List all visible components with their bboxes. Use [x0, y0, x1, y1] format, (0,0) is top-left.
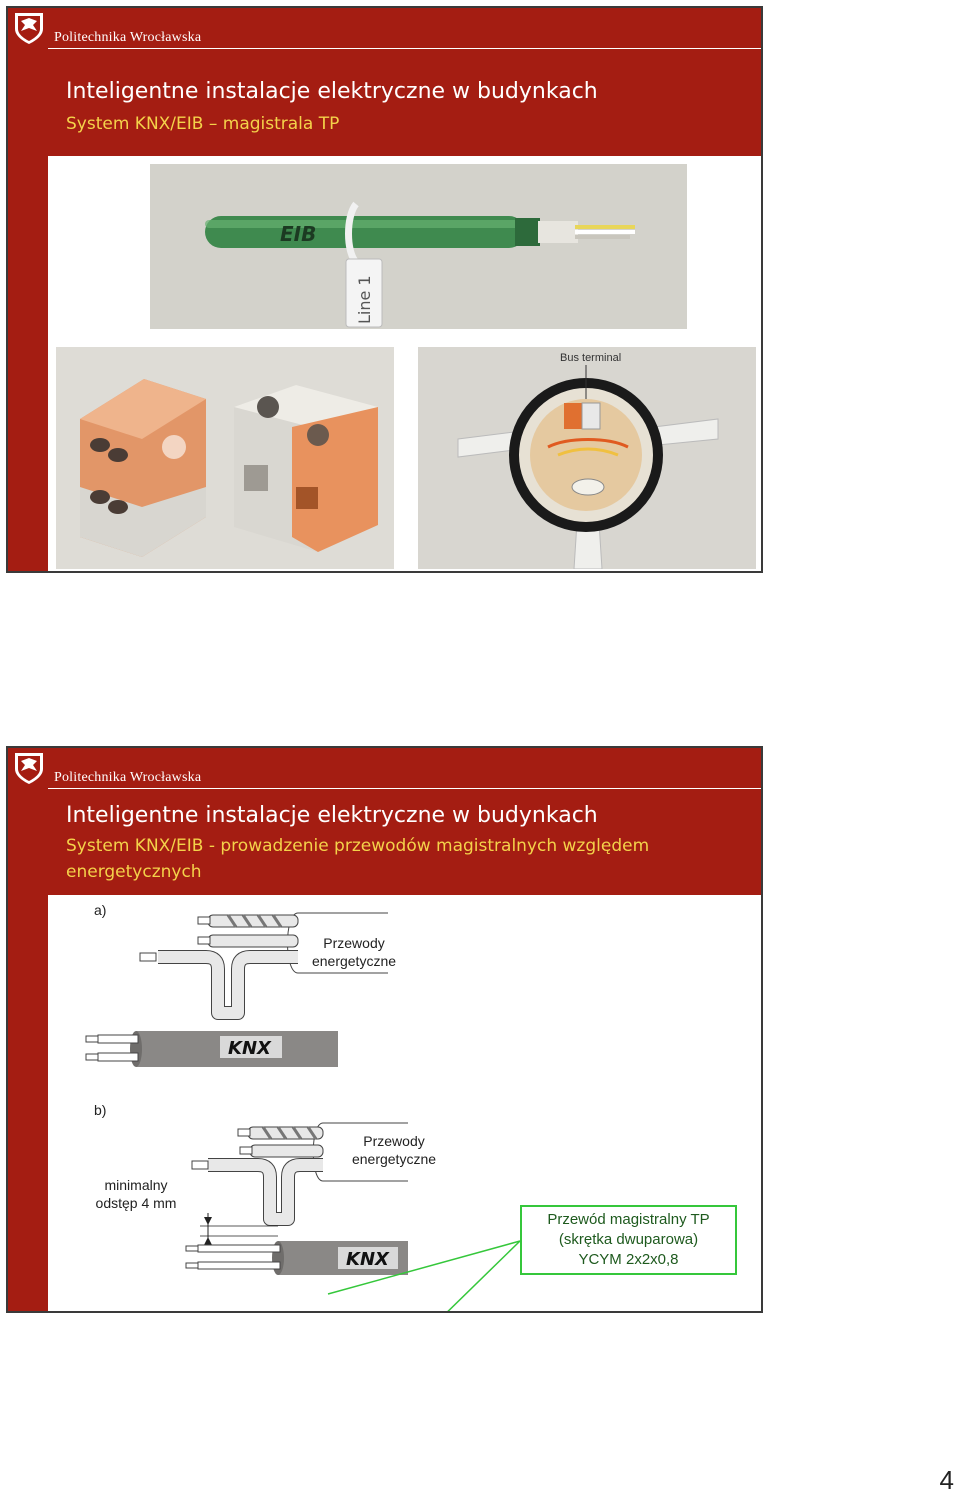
power-cables-label-a: Przewody energetyczne — [311, 935, 397, 969]
page-number: 4 — [939, 1465, 954, 1495]
slide-left-bar — [8, 8, 48, 571]
knx-logo-b: KNX — [346, 1249, 389, 1270]
slide-content — [48, 896, 761, 1311]
slide-subtitle: System KNX/EIB – magistrala TP — [66, 114, 340, 134]
bus-cable-note-1: Przewód magistralny TP — [547, 1211, 710, 1228]
bus-connector-photo — [56, 347, 394, 569]
bus-cable-note-3: YCYM 2x2x0,8 — [578, 1251, 679, 1268]
diagram-label-a: a) — [94, 902, 107, 918]
bus-terminal-photo — [418, 347, 756, 569]
slide-subtitle: System KNX/EIB - prowadzenie przewodów magistralnych względem energetycznych — [66, 836, 650, 882]
min-gap-label: minimalny odstęp 4 mm — [95, 1177, 177, 1211]
bus-cable-callout — [520, 1205, 737, 1275]
slide-content — [48, 156, 761, 571]
slide-1 — [6, 6, 763, 573]
knx-logo-a: KNX — [228, 1038, 271, 1059]
slide-left-bar — [8, 748, 48, 1311]
bus-terminal-caption: Bus terminal — [560, 352, 622, 364]
university-logo-icon — [12, 751, 46, 785]
power-cables-label-b: Przewody energetyczne — [351, 1133, 437, 1167]
bus-cable-photo — [150, 164, 687, 329]
callout-lines — [248, 1196, 528, 1313]
university-name: Politechnika Wrocławska — [54, 30, 202, 45]
title-block — [48, 789, 761, 895]
university-name: Politechnika Wrocławska — [54, 770, 202, 785]
cable-tag-text: Line 1 — [355, 275, 374, 324]
slide-title: Inteligentne instalacje elektryczne w budynkach — [66, 79, 598, 104]
university-logo-icon — [12, 11, 46, 45]
title-block — [48, 49, 761, 156]
diagram-label-b: b) — [94, 1102, 107, 1118]
slide-title: Inteligentne instalacje elektryczne w budynkach — [66, 803, 598, 828]
cable-print-text: EIB — [280, 222, 317, 246]
bus-cable-note-2: (skrętka dwuparowa) — [558, 1231, 699, 1248]
slide-2 — [6, 746, 763, 1313]
